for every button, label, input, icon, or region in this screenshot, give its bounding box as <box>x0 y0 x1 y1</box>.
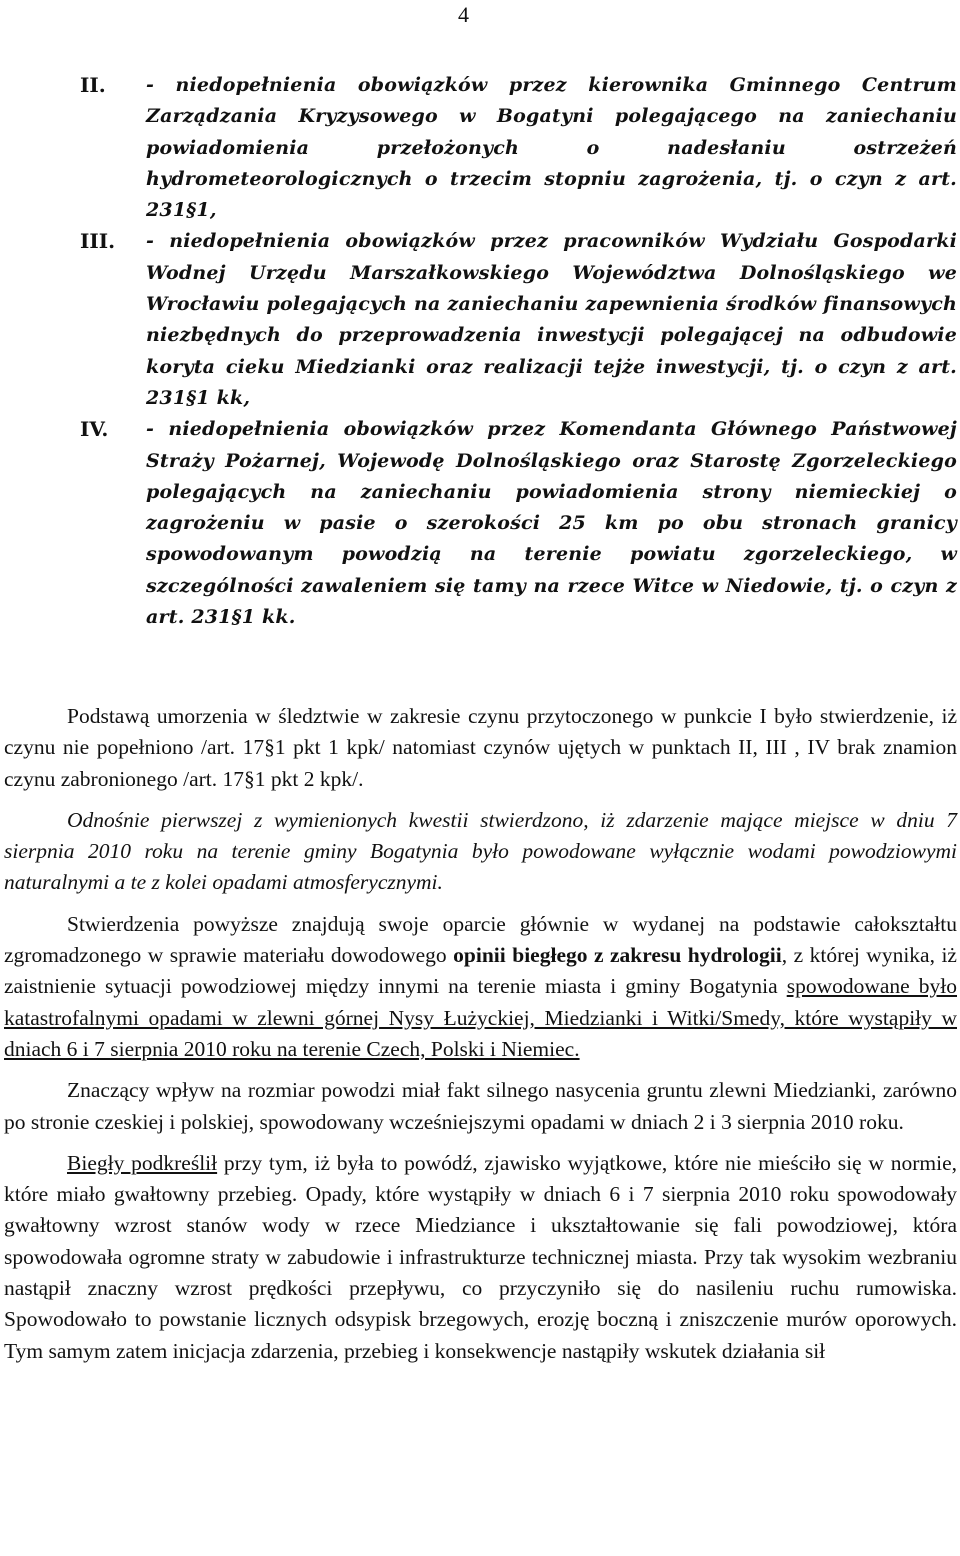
list-item-iii <box>4 226 957 414</box>
text-run: , z której wynika, iż zaistnienie sytuacji powodziowej między innymi na terenie miasta i gminy Bogatynia <box>4 943 957 999</box>
paragraph-discontinuance: Podstawą umorzenia w śledztwie w zakresie czynu przytoczonego w punkcie I było stwierdzenie, iż czynu nie popełniono /art. 17§1 pkt 1 kpk/ natomiast czynów ujętych w punktach II, III , IV brak znamion czynu zabronionego /art. 17§1 pkt 2 kpk/. <box>4 704 957 791</box>
item-number: II. <box>80 73 106 97</box>
underlined-text: spowodowane było katastrofalnymi opadami w zlewni górnej Nysy Łużyckiej, Miedzianki i Witki/Smedy, które wystąpiły w dniach 6 i 7 sierpnia 2010 roku na terenie Czech, Polski i Niemiec. <box>4 974 957 1061</box>
underlined-text: Biegły podkreślił <box>67 1150 218 1175</box>
paragraph-expert-opinion <box>4 1148 957 1367</box>
paragraph-first-issue: Odnośnie pierwszej z wymienionych kwestii stwierdzono, iż zdarzenie mające miejsce w dniu 7 sierpnia 2010 roku na terenie gminy Bogatynia było powodowane wyłącznie wodami powodziowymi naturalnymi a te z kolei opadami atmosferycznymi. <box>4 807 957 895</box>
charges-list <box>4 70 957 633</box>
item-text: - niedopełnienia obowiązków przez pracowników Wydziału Gospodarki Wodnej Urzędu Marszałkowskiego Województwa Dolnośląskiego we Wrocławiu polegających na zaniechaniu zapewnienia środków finansowych niezbędnych do przeprowadzenia inwestycji polegającej na odbudowie koryta cieku Miedzianki oraz realizacji tejże inwestycji, tj. o czyn z art. 231§1 kk, <box>146 230 957 409</box>
item-text: - niedopełnienia obowiązków przez kierownika Gminnego Centrum Zarządzania Kryzysowego w Bogatyni polegającego na zaniechaniu powiadomienia przełożonych o nadesłaniu ostrzeżeń hydrometeorologicznych o trzecim stopniu zagrożenia, tj. o czyn z art. 231§1, <box>146 74 957 222</box>
list-item-iv <box>4 414 957 633</box>
list-item-ii <box>4 70 957 226</box>
text-run: Stwierdzenia powyższe znajdują swoje oparcie głównie w wydanej na podstawie całokształtu zgromadzonego w sprawie materiału dowodowego <box>4 911 957 968</box>
item-number: IV. <box>80 417 109 442</box>
item-text: - niedopełnienia obowiązków przez Komendanta Głównego Państwowej Straży Pożarnej, Wojewodę Dolnośląskiego oraz Starostę Zgorzeleckiego polegających na zaniechaniu powiadomienia strony niemieckiej o zagrożeniu w pasie o szerokości 25 km po obu stronach granicy spowodowanym powodzią na terenie powiatu zgorzeleckiego, w szczególności zawaleniem się tamy na rzece Witce w Niedowie, tj. o czyn z art. 231§1 kk. <box>146 418 957 629</box>
page-number: 4 <box>458 2 469 27</box>
paragraph-soil-saturation: Znaczący wpływ na rozmiar powodzi miał fakt silnego nasycenia gruntu zlewni Miedzianki, zarówno po stronie czeskiej i polskiej, spowodowany wcześniejszymi opadami w dniach 2 i 3 sierpnia 2010 roku. <box>4 1078 957 1134</box>
body-text <box>4 701 957 1377</box>
paragraph-findings <box>4 909 957 1065</box>
text-run: przy tym, iż była to powódź, zjawisko wyjątkowe, które nie mieściło się w normie, które miało gwałtowny przebieg. Opady, które wystąpiły w dniach 6 i 7 sierpnia 2010 roku spowodowały gwałtowny wzrost stanów wody w rzece Miedziance i ukształtowanie się fali powodziowej, która spowodowała ogromne straty w zabudowie i infrastrukturze technicznej miasta. Przy tak wysokim wezbraniu nastąpił znaczny wzrost prędkości przepływu, co przyczyniło się do nasileniu ruchu rumowiska. Spowodowało to powstanie licznych odsypisk brzegowych, erozję boczną i zniszczenie murów oporowych. Tym samym zatem inicjacja zdarzenia, przebieg i konsekwencje nastąpiły wskutek działania sił <box>4 1150 957 1363</box>
bold-text: opinii biegłego z zakresu hydrologii <box>453 943 782 968</box>
item-number: III. <box>80 229 116 254</box>
